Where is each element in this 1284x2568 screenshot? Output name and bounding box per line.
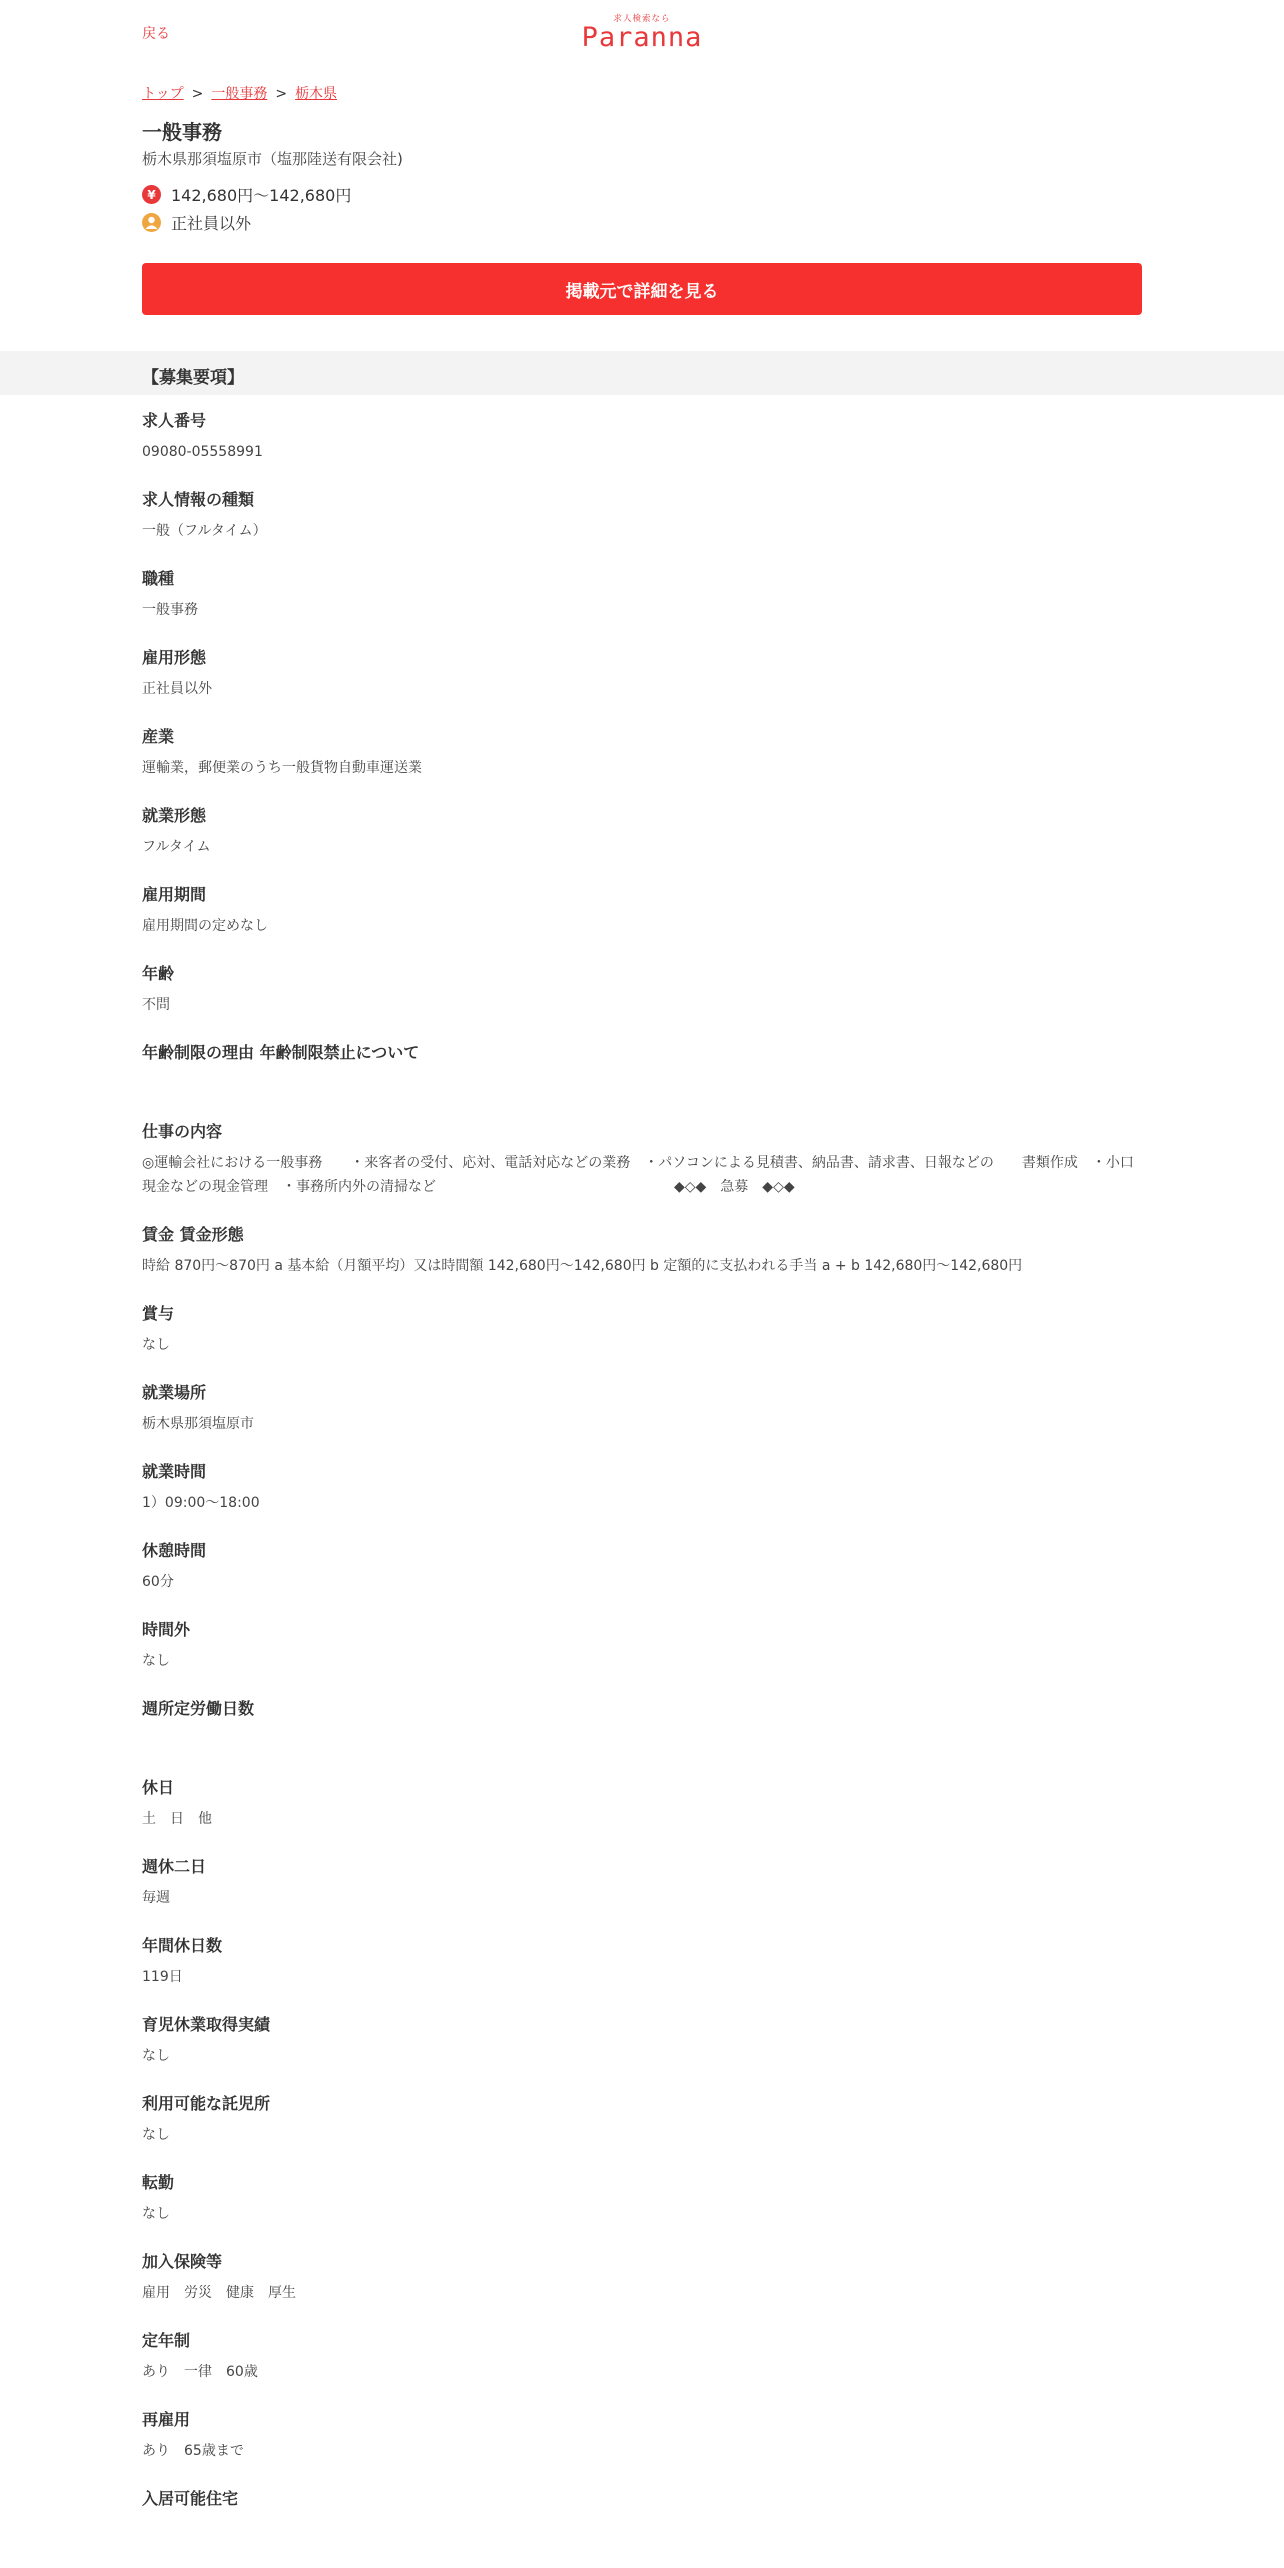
detail-item <box>142 2012 1142 2068</box>
view-details-button[interactable]: 掲載元で詳細を見る <box>142 263 1142 315</box>
person-icon <box>142 213 161 232</box>
detail-value: 毎週 <box>142 1890 170 1906</box>
detail-label: 賃金 賃金形態 <box>142 1225 244 1244</box>
detail-label: 育児休業取得実績 <box>142 2015 271 2034</box>
detail-value: なし <box>142 2206 170 2222</box>
detail-label: 週休二日 <box>142 1857 207 1876</box>
detail-label: 定年制 <box>142 2331 191 2350</box>
detail-item <box>142 882 1142 938</box>
detail-label: 職種 <box>142 569 175 588</box>
detail-label: 仕事の内容 <box>142 1122 223 1141</box>
back-link[interactable]: 戻る <box>142 26 170 42</box>
section-title: 【募集要項】 <box>142 368 244 388</box>
detail-item <box>142 1617 1142 1673</box>
detail-value: 土 日 他 <box>142 1811 212 1827</box>
detail-value: 不問 <box>142 997 170 1013</box>
detail-value: フルタイム <box>142 839 211 855</box>
detail-value: 119日 <box>142 1969 183 1985</box>
detail-item <box>142 803 1142 859</box>
detail-value: 60分 <box>142 1574 174 1590</box>
detail-value <box>142 1072 1142 1096</box>
section-header <box>0 351 1284 395</box>
detail-label: 再雇用 <box>142 2410 191 2429</box>
detail-label: 就業形態 <box>142 806 207 825</box>
detail-value: なし <box>142 2127 170 2143</box>
detail-item <box>142 1222 1142 1278</box>
detail-item <box>142 2091 1142 2147</box>
detail-item <box>142 566 1142 622</box>
job-details-list <box>142 408 1142 2542</box>
detail-label: 休憩時間 <box>142 1541 207 1560</box>
detail-item <box>142 1459 1142 1515</box>
detail-item <box>142 1696 1142 1752</box>
detail-item <box>142 1775 1142 1831</box>
detail-label: 利用可能な託児所 <box>142 2094 271 2113</box>
detail-value: 栃木県那須塩原市 <box>142 1416 254 1432</box>
detail-value: 雇用 労災 健康 厚生 <box>142 2285 296 2301</box>
detail-label: 雇用形態 <box>142 648 207 667</box>
employment-type-text: 正社員以外 <box>171 214 252 233</box>
breadcrumb-separator: > <box>191 86 204 102</box>
detail-item <box>142 487 1142 543</box>
detail-label: 入居可能住宅 <box>142 2489 239 2508</box>
detail-value: なし <box>142 2048 170 2064</box>
detail-value: 09080-05558991 <box>142 444 263 460</box>
detail-item <box>142 1119 1142 1199</box>
detail-label: 賞与 <box>142 1304 175 1323</box>
detail-label: 時間外 <box>142 1620 191 1639</box>
detail-item <box>142 2407 1142 2463</box>
detail-item <box>142 1854 1142 1910</box>
logo-name: Paranna <box>581 22 703 53</box>
breadcrumb-prefecture[interactable]: 栃木県 <box>295 86 338 102</box>
detail-label: 転勤 <box>142 2173 175 2192</box>
detail-label: 年間休日数 <box>142 1936 223 1955</box>
detail-value: あり 一律 60歳 <box>142 2364 258 2380</box>
detail-item <box>142 724 1142 780</box>
breadcrumb-top[interactable]: トップ <box>142 86 184 102</box>
detail-item <box>142 2486 1142 2542</box>
detail-value: ◎運輸会社における一般事務 ・来客者の受付、応対、電話対応などの業務 ・パソコンによる見積書、納品書、請求書、日報などの 書類作成 ・小口現金などの現金管理 ・事務所内外の清掃など ◆◇◆ 急募 ◆◇◆ <box>142 1155 1134 1195</box>
detail-label: 就業時間 <box>142 1462 207 1481</box>
detail-item <box>142 1301 1142 1357</box>
detail-value: 正社員以外 <box>142 681 212 697</box>
company-location: 栃木県那須塩原市（塩那陸送有限会社) <box>142 150 403 168</box>
detail-item <box>142 2249 1142 2305</box>
detail-label: 産業 <box>142 727 175 746</box>
detail-item <box>142 645 1142 701</box>
detail-label: 求人情報の種類 <box>142 490 255 509</box>
detail-item <box>142 2328 1142 2384</box>
detail-value: なし <box>142 1653 170 1669</box>
detail-label: 年齢 <box>142 964 175 983</box>
detail-value: 運輸業，郵便業のうち一般貨物自動車運送業 <box>142 760 422 776</box>
detail-value: 一般（フルタイム） <box>142 523 267 539</box>
detail-value: あり 65歳まで <box>142 2443 244 2459</box>
breadcrumb <box>142 83 337 103</box>
detail-label: 年齢制限の理由 年齢制限禁止について <box>142 1043 420 1062</box>
detail-value: なし <box>142 1337 170 1353</box>
detail-value: 1）09:00～18:00 <box>142 1495 260 1511</box>
detail-value <box>142 1728 1142 1752</box>
detail-item <box>142 2170 1142 2226</box>
detail-label: 雇用期間 <box>142 885 207 904</box>
header <box>0 0 1284 62</box>
detail-label: 加入保険等 <box>142 2252 223 2271</box>
detail-item <box>142 1040 1142 1096</box>
site-logo[interactable] <box>575 14 709 52</box>
detail-item <box>142 1380 1142 1436</box>
breadcrumb-separator: > <box>275 86 288 102</box>
detail-value: 一般事務 <box>142 602 198 618</box>
breadcrumb-job-category[interactable]: 一般事務 <box>211 86 268 102</box>
logo-tagline: 求人検索なら <box>613 14 671 24</box>
job-title: 一般事務 <box>142 120 222 144</box>
detail-value: 雇用期間の定めなし <box>142 918 268 934</box>
salary-text: 142,680円～142,680円 <box>171 186 352 205</box>
detail-label: 週所定労働日数 <box>142 1699 255 1718</box>
salary-row <box>142 183 351 206</box>
yen-icon: ¥ <box>142 185 161 204</box>
detail-label: 休日 <box>142 1778 175 1797</box>
detail-item <box>142 961 1142 1017</box>
detail-label: 求人番号 <box>142 411 207 430</box>
detail-item <box>142 1538 1142 1594</box>
detail-value: 時給 870円～870円 a 基本給（月額平均）又は時間額 142,680円～142,680円 b 定額的に支払われる手当 a + b 142,680円～142,680円 <box>142 1258 1023 1274</box>
detail-label: 就業場所 <box>142 1383 207 1402</box>
employment-type-row <box>142 211 251 234</box>
detail-item <box>142 1933 1142 1989</box>
detail-item <box>142 408 1142 464</box>
detail-value <box>142 2518 1142 2542</box>
